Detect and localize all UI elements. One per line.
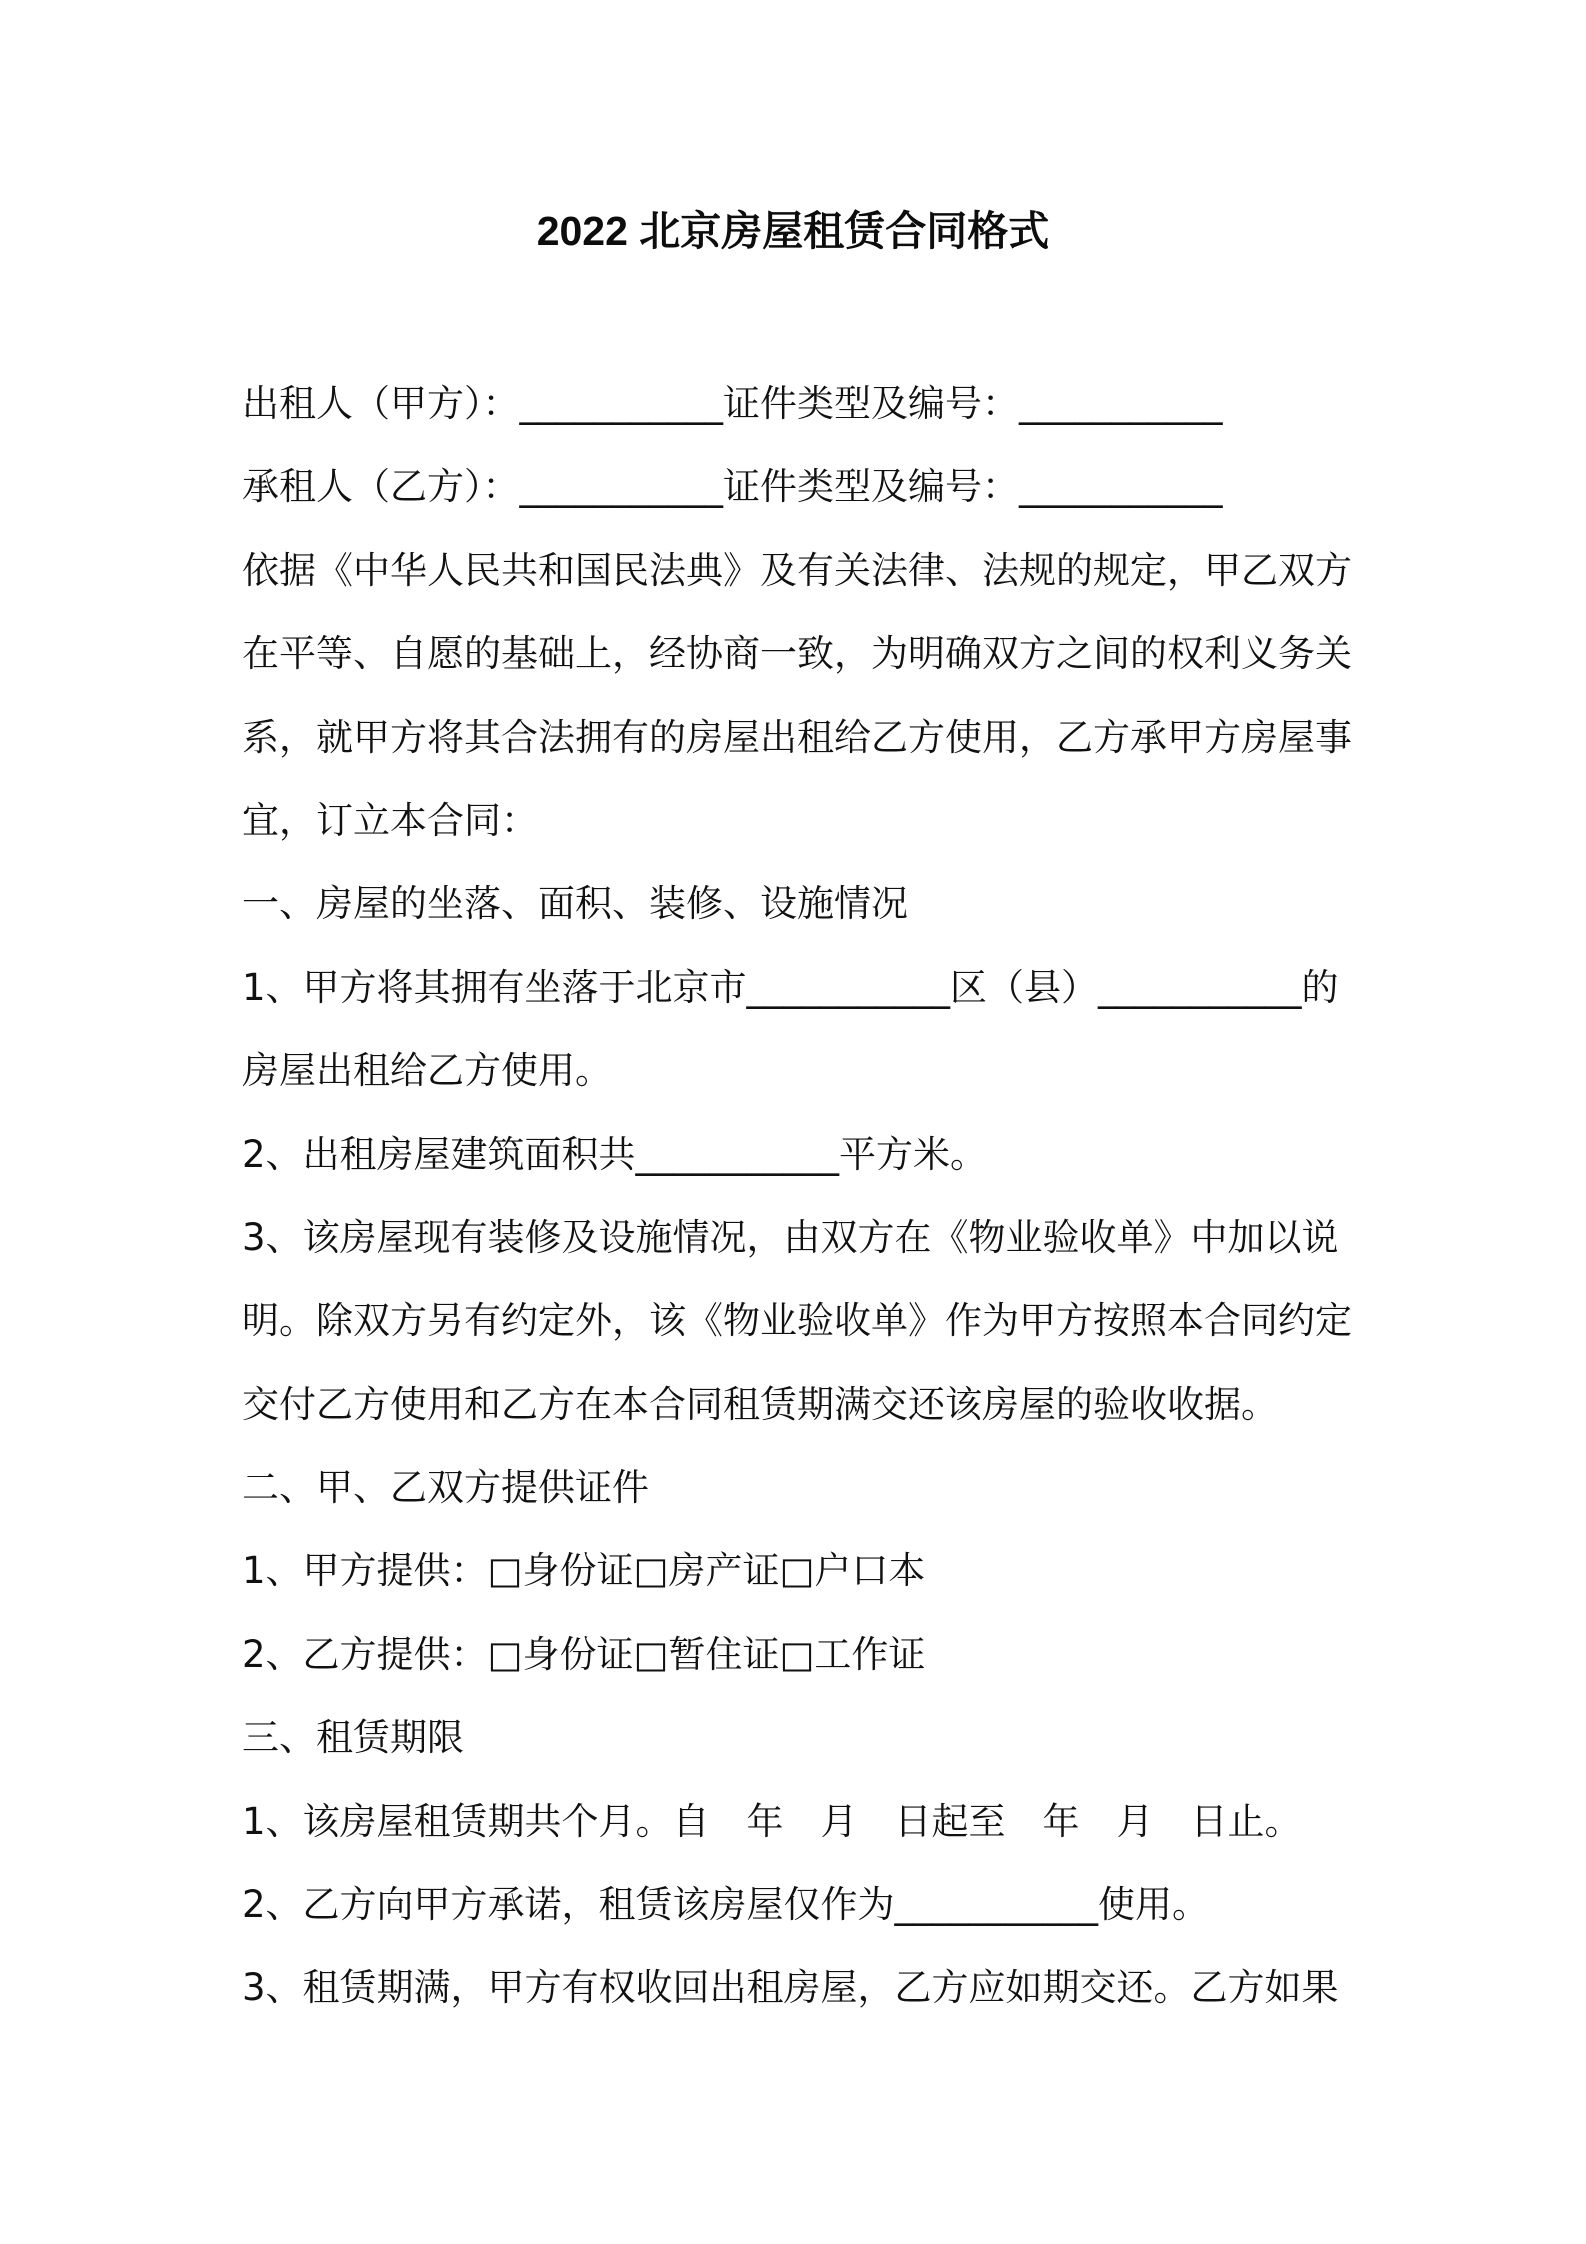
preamble-line: 依据《中华人民共和国民法典》及有关法律、法规的规定，甲乙双方 [242,548,1352,592]
clause [242,1529,1442,1612]
clause-line: 2、乙方向甲方承诺，租赁该房屋仅作为___________使用。 [242,1883,1210,1927]
section-heading: 二、甲、乙双方提供证件 [242,1466,649,1510]
clause-line: 1、甲方提供：□身份证□房产证□户口本 [242,1549,926,1593]
clause [242,1863,1442,1946]
clause-line: 房屋出租给乙方使用。 [242,1049,612,1093]
section-heading: 一、房屋的坐落、面积、装修、设施情况 [242,882,908,926]
clause [242,1780,1442,1863]
clause-line: 交付乙方使用和乙方在本合同租赁期满交还该房屋的验收收据。 [242,1382,1278,1426]
clause-line: 2、出租房屋建筑面积共___________平方米。 [242,1132,988,1176]
preamble-line: 系，就甲方将其合法拥有的房屋出租给乙方使用，乙方承甲方房屋事 [242,715,1352,759]
clause-line: 1、甲方将其拥有坐落于北京市___________区（县）___________的 [242,965,1339,1009]
clause [242,1613,1442,1696]
clause [242,1196,1442,1446]
lessee-line: 承租人（乙方）：___________证件类型及编号：___________ [242,465,1223,509]
parties-block [242,362,1442,529]
clause [242,1113,1442,1196]
document-body [242,362,1442,2030]
preamble-line: 宜，订立本合同： [242,798,538,842]
clause [242,1946,1442,2029]
document-title: 2022 北京房屋租赁合同格式 [536,208,1050,254]
section-lease-term [242,1696,1442,2030]
clause-line: 明。除双方另有约定外，该《物业验收单》作为甲方按照本合同约定 [242,1299,1352,1343]
clause-line: 2、乙方提供：□身份证□暂住证□工作证 [242,1632,926,1676]
section-heading: 三、租赁期限 [242,1716,464,1760]
clause [242,946,1442,1113]
preamble-paragraph [242,529,1442,863]
clause-line: 3、该房屋现有装修及设施情况，由双方在《物业验收单》中加以说 [242,1215,1339,1259]
section-property-details [242,862,1442,1446]
preamble-line: 在平等、自愿的基础上，经协商一致，为明确双方之间的权利义务关 [242,632,1352,676]
clause-line: 3、租赁期满，甲方有权收回出租房屋，乙方应如期交还。乙方如果 [242,1966,1339,2010]
lessor-line: 出租人（甲方）：___________证件类型及编号：___________ [242,382,1223,425]
section-documents-provided [242,1446,1442,1696]
clause-line: 1、该房屋租赁期共个月。自 年 月 日起至 年 月 日止。 [242,1799,1302,1843]
